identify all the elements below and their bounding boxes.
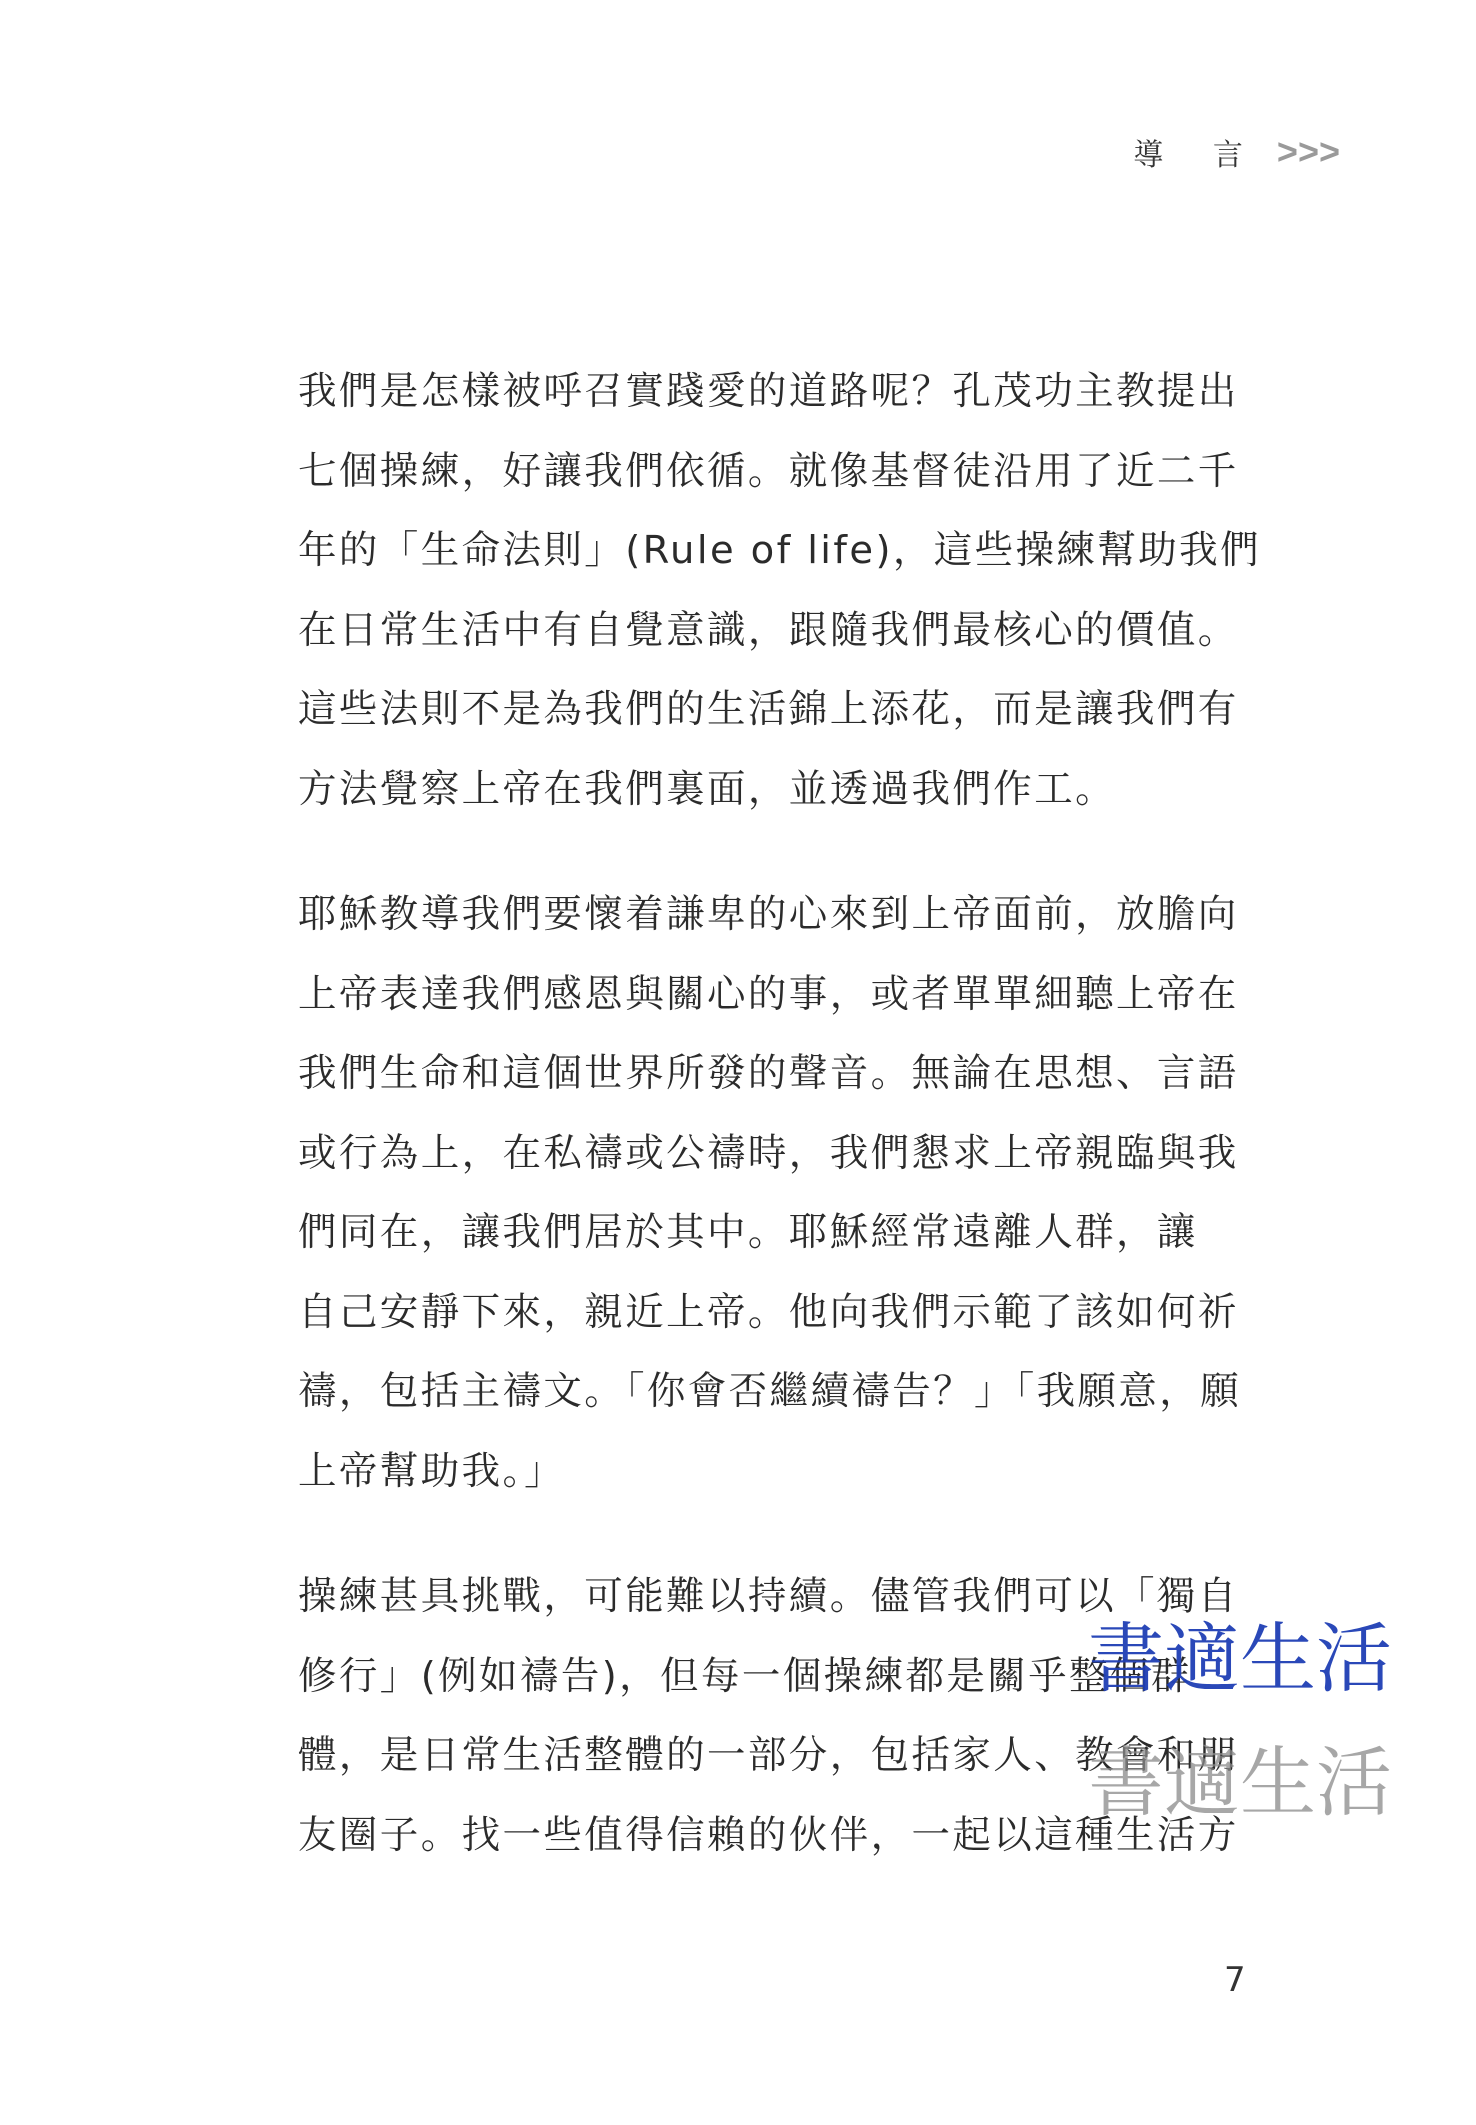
watermark-top: 書適生活 bbox=[1088, 1614, 1392, 1703]
running-head bbox=[1133, 130, 1340, 174]
section-arrows: >>> bbox=[1276, 131, 1340, 172]
text-line: 我們生命和這個世界所發的聲音。無論在思想、言語 bbox=[298, 1051, 1239, 1096]
text-line: 體，是日常生活整體的一部分，包括家人、教會和朋 bbox=[298, 1733, 1239, 1778]
text-line: 上帝幫助我。」 bbox=[298, 1448, 566, 1494]
text-line: 年的「生命法則」(Rule of life)，這些操練幫助我們 bbox=[298, 528, 1261, 573]
paragraph-2 bbox=[298, 875, 1253, 1511]
text-line: 七個操練，好讓我們依循。就像基督徒沿用了近二千 bbox=[298, 448, 1239, 494]
text-line: 在日常生活中有自覺意識，跟隨我們最核心的價值。 bbox=[298, 607, 1239, 653]
body-text bbox=[298, 352, 1261, 1921]
text-line: 操練甚具挑戰，可能難以持續。儘管我們可以「獨自 bbox=[298, 1574, 1239, 1619]
page-number: 7 bbox=[1224, 1960, 1246, 2000]
paragraph-3 bbox=[298, 1557, 1253, 1875]
text-line: 自己安靜下來，親近上帝。他向我們示範了該如何祈 bbox=[298, 1289, 1239, 1335]
text-line: 友圈子。找一些值得信賴的伙伴，一起以這種生活方 bbox=[298, 1812, 1239, 1858]
text-line: 修行」(例如禱告)，但每一個操練都是關乎整個群 bbox=[298, 1653, 1192, 1699]
text-line: 我們是怎樣被呼召實踐愛的道路呢？孔茂功主教提出 bbox=[298, 369, 1239, 414]
text-line: 禱，包括主禱文。「你會否繼續禱告？」「我願意，願 bbox=[298, 1369, 1242, 1414]
text-line: 上帝表達我們感恩與關心的事，或者單單細聽上帝在 bbox=[298, 971, 1239, 1017]
text-line: 耶穌教導我們要懷着謙卑的心來到上帝面前，放膽向 bbox=[298, 892, 1239, 937]
paragraph-1 bbox=[298, 352, 1261, 829]
watermark-bottom: 書適生活 bbox=[1088, 1738, 1392, 1827]
text-line: 方法覺察上帝在我們裏面，並透過我們作工。 bbox=[298, 766, 1117, 812]
section-label: 導 言 bbox=[1133, 138, 1263, 173]
text-line: 這些法則不是為我們的生活錦上添花，而是讓我們有 bbox=[298, 687, 1239, 732]
text-line: 們同在，讓我們居於其中。耶穌經常遠離人群，讓 bbox=[298, 1210, 1198, 1255]
text-line: 或行為上，在私禱或公禱時，我們懇求上帝親臨與我 bbox=[298, 1130, 1239, 1176]
